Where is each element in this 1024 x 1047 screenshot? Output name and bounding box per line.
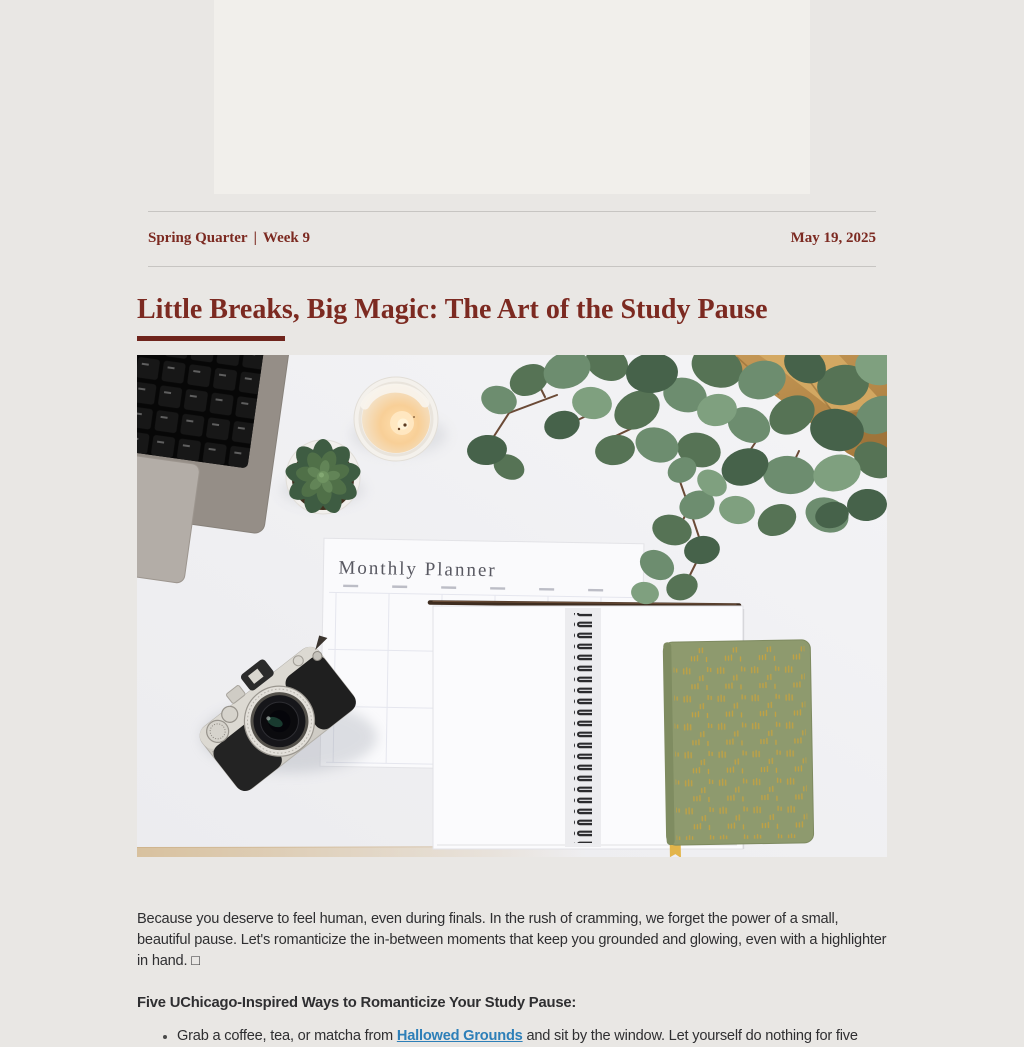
spiral-wire (574, 613, 592, 843)
tips-list (137, 1026, 887, 1047)
separator: | (253, 230, 257, 246)
list-item (177, 1026, 887, 1047)
intro-paragraph (137, 909, 887, 972)
wick (403, 423, 406, 426)
issue-info-bar (148, 211, 876, 267)
hallowed-grounds-link[interactable]: Hallowed Grounds (396, 1027, 523, 1044)
green-notebook (663, 639, 814, 856)
planner-title: Monthly Planner (338, 557, 497, 581)
list-item-text-post: and sit by the window. Let yourself do nothing for five (522, 1027, 858, 1044)
issue-edition (148, 230, 310, 247)
list-heading: Five UChicago-Inspired Ways to Romanticize Your Study Pause: (137, 994, 577, 1011)
quarter-label: Spring Quarter (148, 230, 248, 246)
issue-date: May 19, 2025 (790, 230, 876, 246)
masthead-logo-area (214, 0, 810, 194)
gold-pattern (673, 645, 807, 839)
article-title: Little Breaks, Big Magic: The Art of the Study Pause (137, 294, 768, 325)
list-item-text-pre: Grab a coffee, tea, or matcha from (177, 1027, 397, 1044)
title-accent-bar (137, 336, 285, 341)
masthead (137, 0, 887, 211)
intro-text: Because you deserve to feel human, even during finals. In the rush of cramming, we forget the power of a small, beautiful pause. Let's romanticize the in-between moments that keep you grounded and glowing, even with a highlighter in hand. (137, 910, 887, 969)
week-label: Week 9 (262, 230, 310, 246)
newsletter-page (137, 0, 887, 1047)
missing-emoji-glyph: □ (191, 952, 200, 969)
hero-photo-desk-flatlay (137, 355, 887, 857)
